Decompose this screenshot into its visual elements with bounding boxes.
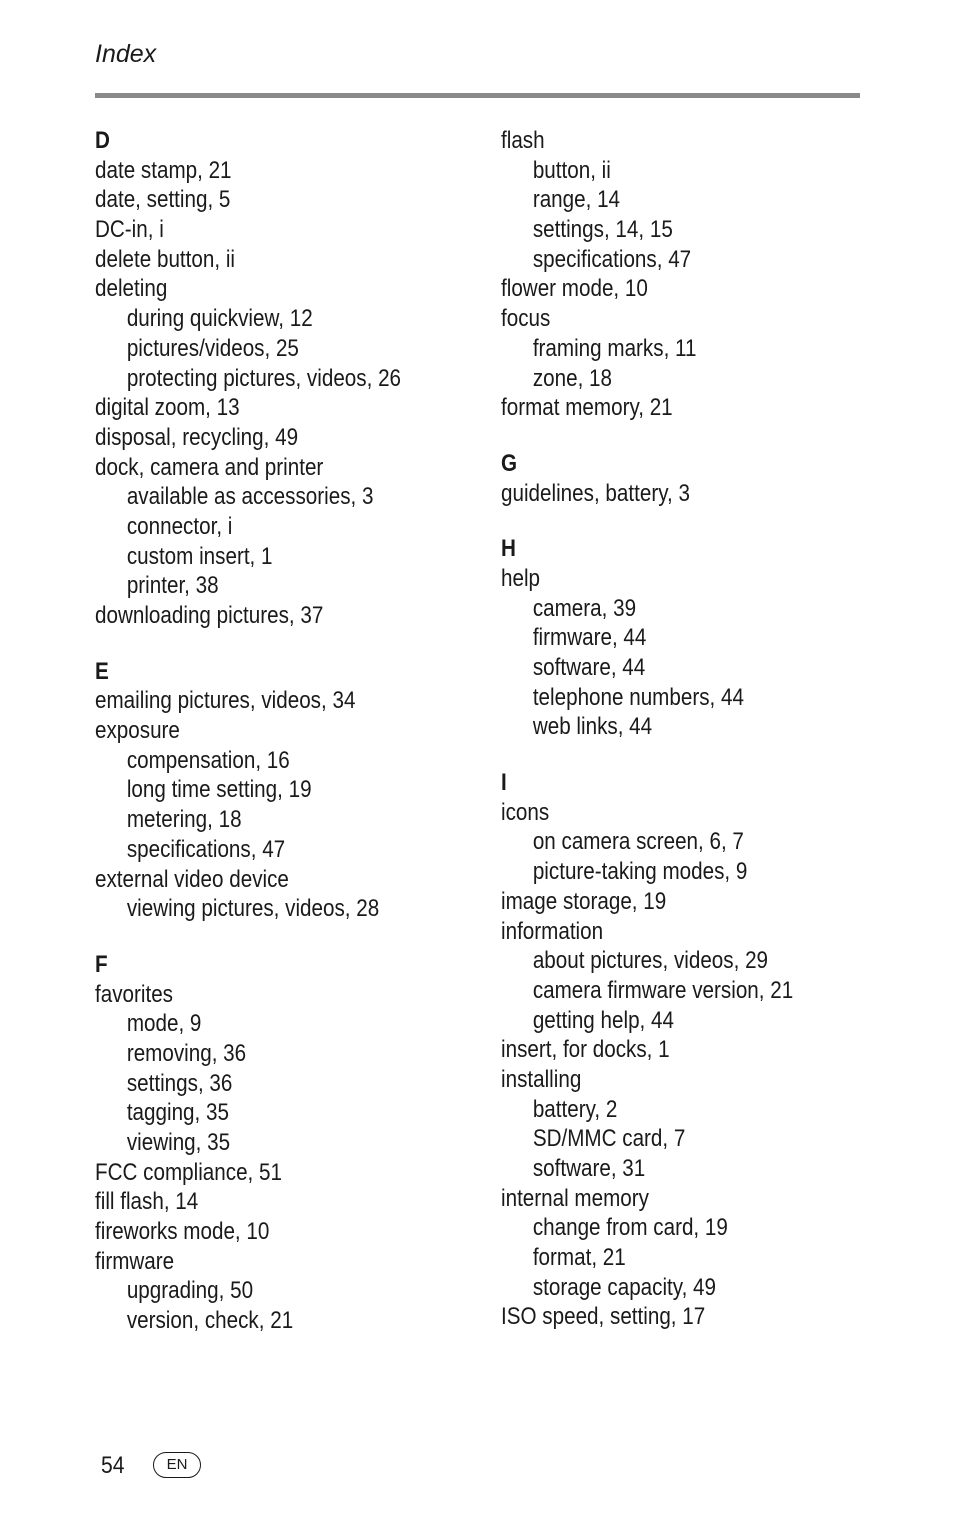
index-subentry: about pictures, videos, 29 <box>532 947 769 975</box>
index-subentry: printer, 38 <box>126 572 219 600</box>
index-section <box>95 126 485 631</box>
index-subentry: camera, 39 <box>532 594 637 622</box>
index-subentry: specifications, 47 <box>532 245 692 273</box>
index-section <box>95 657 485 924</box>
index-subentry: picture-taking modes, 9 <box>532 858 748 886</box>
index-subentry: format, 21 <box>532 1244 626 1272</box>
index-entry: emailing pictures, videos, 34 <box>95 687 356 715</box>
index-entry: information <box>501 917 604 945</box>
index-entry: format memory, 21 <box>501 394 673 422</box>
running-header: Index <box>95 40 157 68</box>
index-subentry: protecting pictures, videos, 26 <box>126 364 402 392</box>
language-badge: EN <box>153 1452 201 1478</box>
index-entry: date stamp, 21 <box>95 156 232 184</box>
index-subentry: viewing pictures, videos, 28 <box>126 895 380 923</box>
page-number: 54 <box>101 1452 125 1479</box>
section-letter: E <box>95 657 109 685</box>
index-subentry: zone, 18 <box>532 364 613 392</box>
index-subentry: framing marks, 11 <box>532 334 697 362</box>
index-subentry: getting help, 44 <box>532 1006 674 1034</box>
index-entry: fill flash, 14 <box>95 1188 199 1216</box>
index-entry: date, setting, 5 <box>95 186 231 214</box>
index-subentry: pictures/videos, 25 <box>126 334 299 362</box>
index-subentry: software, 31 <box>532 1155 646 1182</box>
section-letter: H <box>501 535 516 563</box>
index-subentry: mode, 9 <box>126 1010 202 1038</box>
index-entry: FCC compliance, 51 <box>95 1158 282 1186</box>
index-section <box>501 534 891 742</box>
index-entry: icons <box>501 798 550 826</box>
index-entry: digital zoom, 13 <box>95 394 240 422</box>
index-entry: exposure <box>95 717 180 745</box>
section-letter: D <box>95 127 110 154</box>
index-subentry: version, check, 21 <box>126 1307 294 1335</box>
section-letter: I <box>501 769 507 797</box>
index-section <box>501 768 891 1332</box>
index-entry: downloading pictures, 37 <box>95 602 324 629</box>
index-section <box>95 950 485 1336</box>
index-subentry: software, 44 <box>532 654 646 681</box>
index-entry: DC-in, i <box>95 216 164 244</box>
index-subentry: specifications, 47 <box>126 835 286 863</box>
index-subentry: firmware, 44 <box>532 624 647 652</box>
index-entry: ISO speed, setting, 17 <box>501 1303 706 1331</box>
index-subentry: settings, 14, 15 <box>532 216 673 244</box>
index-entry: flash <box>501 127 545 154</box>
index-column-left <box>95 126 485 1362</box>
index-entry: help <box>501 564 541 592</box>
section-letter: F <box>95 950 108 978</box>
index-column-right <box>501 126 891 1358</box>
index-subentry: button, ii <box>532 156 611 184</box>
index-entry: guidelines, battery, 3 <box>501 479 690 507</box>
index-subentry: tagging, 35 <box>126 1099 229 1127</box>
index-subentry: available as accessories, 3 <box>126 483 374 511</box>
index-entry: insert, for docks, 1 <box>501 1036 670 1064</box>
index-subentry: range, 14 <box>532 186 621 214</box>
index-subentry: change from card, 19 <box>532 1214 728 1242</box>
index-subentry: battery, 2 <box>532 1095 618 1123</box>
index-entry: disposal, recycling, 49 <box>95 423 299 451</box>
index-subentry: connector, i <box>126 512 233 540</box>
index-subentry: storage capacity, 49 <box>532 1273 717 1301</box>
index-entry: internal memory <box>501 1184 649 1212</box>
index-subentry: settings, 36 <box>126 1069 233 1097</box>
index-subentry: metering, 18 <box>126 806 242 834</box>
index-entry: firmware <box>95 1247 175 1275</box>
index-subentry: web links, 44 <box>532 713 653 741</box>
index-subentry: compensation, 16 <box>126 746 290 774</box>
index-section <box>501 126 891 423</box>
header-rule <box>95 93 860 98</box>
section-letter: G <box>501 449 518 477</box>
index-entry: favorites <box>95 980 174 1008</box>
index-subentry: upgrading, 50 <box>126 1277 254 1305</box>
index-subentry: on camera screen, 6, 7 <box>532 828 744 856</box>
index-subentry: SD/MMC card, 7 <box>532 1125 686 1153</box>
index-entry: deleting <box>95 275 168 303</box>
index-entry: fireworks mode, 10 <box>95 1218 270 1246</box>
index-subentry: viewing, 35 <box>126 1129 231 1156</box>
index-entry: delete button, ii <box>95 245 236 273</box>
index-entry: external video device <box>95 865 289 893</box>
index-entry: focus <box>501 305 551 333</box>
index-subentry: long time setting, 19 <box>126 776 312 804</box>
index-subentry: during quickview, 12 <box>126 305 313 333</box>
index-entry: image storage, 19 <box>501 887 667 915</box>
index-section <box>501 449 891 508</box>
index-entry: flower mode, 10 <box>501 275 648 303</box>
index-entry: dock, camera and printer <box>95 453 324 481</box>
index-subentry: camera firmware version, 21 <box>532 976 794 1004</box>
index-subentry: custom insert, 1 <box>126 542 273 570</box>
index-subentry: telephone numbers, 44 <box>532 683 744 711</box>
index-subentry: removing, 36 <box>126 1039 247 1067</box>
index-entry: installing <box>501 1065 582 1093</box>
